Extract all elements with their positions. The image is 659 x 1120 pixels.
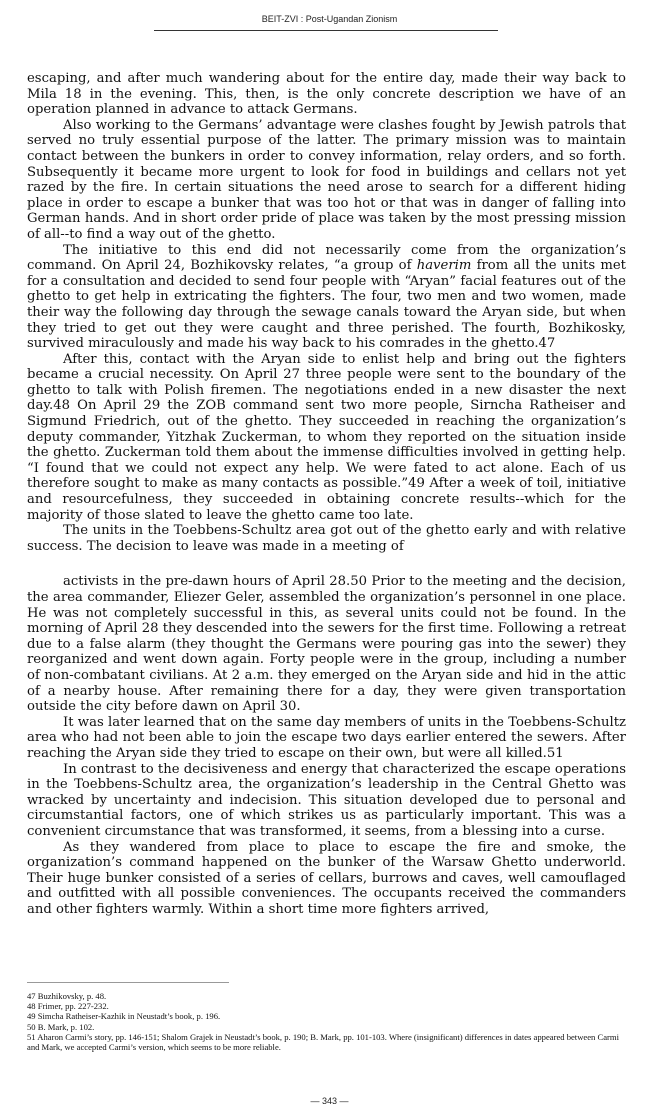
running-header: BEIT-ZVI : Post-Ugandan Zionism xyxy=(261,14,398,24)
paragraph-continuation: escaping, and after much wandering about for the entire day, made their way back to Mila 18 in the evening. This, then, is the only concrete description we have of an operation planned in advance to attack Germans. xyxy=(27,71,626,118)
footnote-rule xyxy=(27,982,229,983)
paragraph: activists in the pre-dawn hours of April 28.50 Prior to the meeting and the decision, the area commander, Eliezer Geler, assembled the organization’s personnel in one place. He was not completely successful in this, as several units could not be found. In the morning of April 28 they descended into the sewers for the first time. Following a retreat due to a false alarm (they thought the Germans were pouring gas into the sewer) they reorganized and went down again. Forty people were in the group, including a number of non-combatant civilians. At 2 a.m. they emerged on the Aryan side and hid in the attic of a nearby house. After remaining there for a day, they were given transportation outside the city before dawn on April 30. xyxy=(27,574,626,715)
paragraph: After this, contact with the Aryan side to enlist help and bring out the fighters became a crucial necessity. On April 27 three people were sent to the boundary of the ghetto to talk with Polish firemen. The negotiations ended in a new disaster the next day.48 On April 29 the ZOB command sent two more people, Sirncha Ratheiser and Sigmund Friedrich, out of the ghetto. They succeeded in reaching the organization’s deputy commander, Yitzhak Zuckerman, to whom they reported on the situation inside the ghetto. Zuckerman told them about the immense difficulties involved in getting help. “I found that we could not expect any help. We were fated to act alone. Each of us therefore sought to make as many contacts as possible.”49 After a week of toil, initiative and resourcefulness, they succeeded in obtaining concrete results--which for the majority of those slated to leave the ghetto came too late. xyxy=(27,351,626,523)
paragraph: In contrast to the decisiveness and energy that characterized the escape operations in the Toebbens-Schultz area, the organization’s leadership in the Central Ghetto was wracked by uncertainty and indecision. This situation developed due to personal and circumstantial factors, one of which strikes us as particularly important. This was a convenient circumstance that was transformed, it seems, from a blessing into a curse. xyxy=(27,761,626,839)
paragraph: The units in the Toebbens-Schultz area got out of the ghetto early and with relative success. The decision to leave was made in a meeting of xyxy=(27,523,626,554)
header-rule xyxy=(154,30,498,31)
footnote: 49 Simcha Ratheiser-Kazhik in Neustadt’s book, p. 196. xyxy=(27,1011,221,1022)
footnotes xyxy=(27,991,627,1052)
paragraph-text: The initiative to this end did not necessarily come from the organization’s command. On April 24, Bozhikovsky relates, “a group of xyxy=(27,242,626,274)
paragraph xyxy=(27,243,626,352)
footnote: 48 Frimer, pp. 227-232. xyxy=(27,1001,109,1012)
paragraph: It was later learned that on the same day members of units in the Toebbens-Schultz area who had not been able to join the escape two days earlier entered the sewers. After reaching the Aryan side they tried to escape on their own, but were all killed.51 xyxy=(27,714,626,761)
italic-term: haverim xyxy=(416,258,472,274)
paragraph: As they wandered from place to place to escape the fire and smoke, the organization’s command happened on the bunker of the Warsaw Ghetto underworld. Their huge bunker consisted of a series of cellars, burrows and caves, well camouflaged and outfitted with all possible conveniences. The occupants received the commanders and other fighters warmly. Within a short time more fighters arrived, xyxy=(27,839,626,917)
paragraph: Also working to the Germans’ advantage were clashes fought by Jewish patrols that served no truly essential purpose of the latter. The primary mission was to maintain contact between the bunkers in order to convey information, relay orders, and so forth. Subsequently it became more urgent to look for food in buildings and cellars not yet razed by the fire. In certain situations the need arose to search for a different hiding place in order to escape a bunker that was too hot or that was in danger of falling into German hands. And in short order pride of place was taken by the most pressing mission of all--to find a way out of the ghetto. xyxy=(27,117,626,242)
footnote: 47 Buzhikovsky, p. 48. xyxy=(27,991,107,1001)
footnote: 51 Aharon Carmi’s story, pp. 146-151; Shalom Grajek in Neustadt’s book, p. 190; B. Mark, pp. 101-103. Where (insignificant) differences in dates appeared between Carmi and Mark, we accepted Carmi’s version, which seems to be more reliable. xyxy=(27,1031,619,1053)
paragraph-text: from all the units met for a consultation and decided to send four people with “Aryan” facial features out of the ghetto to get help in extricating the fighters. The four, two men and two women, made their way the following day through the sewage canals toward the Aryan side, but when they tried to get out they were caught and three perished. The fourth, Bozhikosky, survived miraculously and made his way back to his comrades in the ghetto.47 xyxy=(27,258,626,352)
main-text xyxy=(27,71,626,917)
footnote: 50 B. Mark, p. 102. xyxy=(27,1021,95,1032)
page-number: — 343 — xyxy=(310,1096,349,1106)
